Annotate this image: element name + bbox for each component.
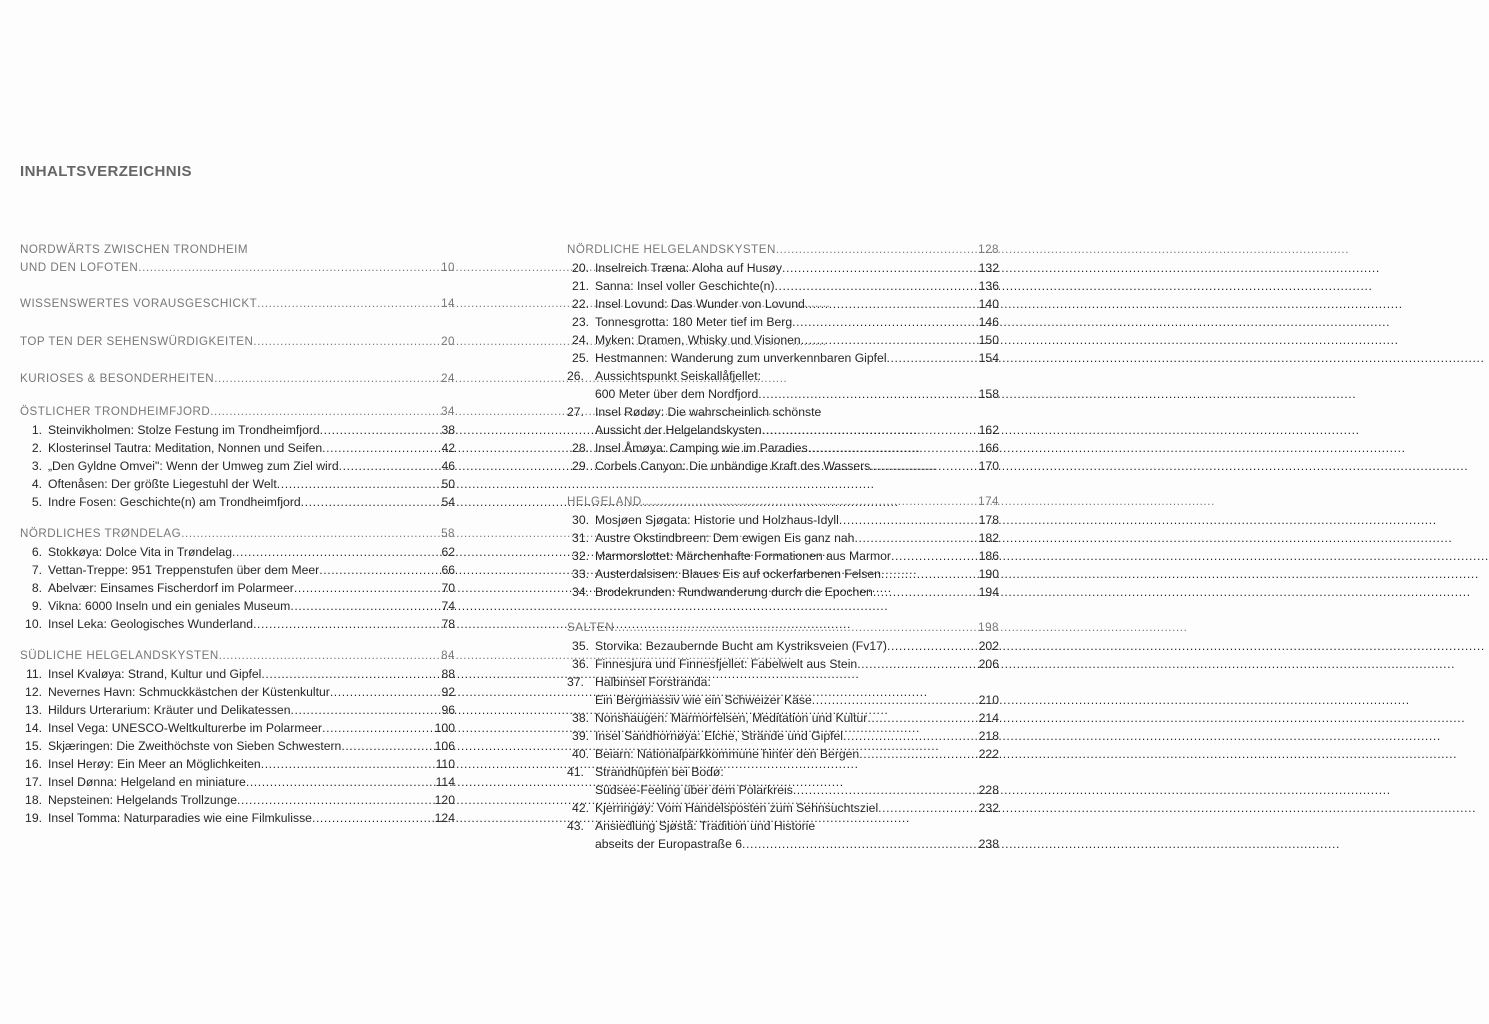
toc-entry[interactable]: 33. Austerdalsisen: Blaues Eis auf ockerfarbenen Felsen ..... 190 (567, 565, 999, 583)
toc-entry[interactable]: 9. Vikna: 6000 Inseln und ein geniales Museum ..... 74 (20, 597, 455, 615)
toc-entry[interactable]: 30. Mosjøen Sjøgata: Historie und Holzhaus-Idyll ..... 178 (567, 511, 999, 529)
page-number: 10 (441, 261, 455, 274)
toc-entry[interactable]: 28. Insel Åmøya: Camping wie im Paradies ..... 166 (567, 439, 999, 457)
toc-entry[interactable]: 5. Indre Fosen: Geschichte(n) am Trondheimfjord ..... 54 (20, 493, 455, 511)
toc-entry[interactable]: 24. Myken: Dramen, Whisky und Visionen ..... 150 (567, 331, 999, 349)
toc-section[interactable] (20, 295, 455, 313)
section-title: ÖSTLICHER TRONDHEIMFJORD (20, 405, 211, 418)
toc-section (567, 493, 999, 601)
section-heading[interactable] (567, 241, 999, 259)
section-title: TOP TEN DER SEHENSWÜRDIGKEITEN (20, 335, 254, 348)
toc-entry[interactable]: 26. Aussichtspunkt Seiskallåfjellet: 600 Meter über dem Nordfjord ..... 158 (567, 367, 999, 403)
toc-entry[interactable]: 11. Insel Kvaløya: Strand, Kultur und Gipfel ..... 88 (20, 665, 455, 683)
section-heading[interactable] (567, 619, 999, 637)
section-title: HELGELAND (567, 495, 642, 508)
toc-entry[interactable]: 42. Kjerringøy: Vom Handelsposten zum Sehnsuchtsziel ..... 232 (567, 799, 999, 817)
page-number: 24 (441, 372, 455, 385)
page-number: 14 (441, 297, 455, 310)
toc-entry[interactable]: 34. Brodekrunden: Rundwanderung durch die Epochen ..... 194 (567, 583, 999, 601)
toc-entry[interactable]: 3. „Den Gyldne Omvei": Wenn der Umweg zum Ziel wird ..... 46 (20, 457, 455, 475)
toc-entry[interactable]: 10. Insel Leka: Geologisches Wunderland ..... 78 (20, 615, 455, 633)
toc-entry[interactable]: 36. Finnesjura und Finnesfjellet: Fabelwelt aus Stein ..... 206 (567, 655, 999, 673)
page-number: 128 (978, 243, 999, 256)
section-title-cont: UND DEN LOFOTEN (20, 261, 139, 274)
toc-entry[interactable]: 25. Hestmannen: Wanderung zum unverkennbaren Gipfel ..... 154 (567, 349, 999, 367)
section-title: NÖRDLICHE HELGELANDSKYSTEN (567, 243, 776, 256)
toc-entry[interactable]: 6. Stokkøya: Dolce Vita in Trøndelag ..... 62 (20, 543, 455, 561)
toc-entry[interactable]: 18. Nepsteinen: Helgelands Trollzunge ..... 120 (20, 791, 455, 809)
toc-entry[interactable]: 22. Insel Lovund: Das Wunder von Lovund ..... 140 (567, 295, 999, 313)
toc-entry[interactable]: 31. Austre Okstindbreen: Dem ewigen Eis ganz nah ..... 182 (567, 529, 999, 547)
toc-section (567, 619, 999, 853)
toc-entry[interactable]: 38. Nonshaugen: Marmorfelsen, Meditation und Kultur ..... 214 (567, 709, 999, 727)
page-title: INHALTSVERZEICHNIS (20, 163, 192, 180)
toc-right-column (567, 241, 999, 853)
section-title: SALTEN (567, 621, 615, 634)
toc-section (567, 241, 999, 475)
toc-entry[interactable]: 41. Strandhüpfen bei Bodø: Südsee-Feeling über dem Polarkreis ..... 228 (567, 763, 999, 799)
section-title: SÜDLICHE HELGELANDSKYSTEN (20, 649, 219, 662)
page-number: 174 (978, 495, 999, 508)
toc-entry[interactable]: 32. Marmorslottet: Märchenhafte Formationen aus Marmor ..... 186 (567, 547, 999, 565)
toc-entry[interactable]: 43. Ansiedlung Sjøstå: Tradition und Historie abseits der Europastraße 6 ..... 238 (567, 817, 999, 853)
toc-entry[interactable]: 8. Abelvær: Einsames Fischerdorf im Polarmeer ..... 70 (20, 579, 455, 597)
toc-entry[interactable]: 1. Steinvikholmen: Stolze Festung im Trondheimfjord ..... 38 (20, 421, 455, 439)
toc-entry[interactable]: 2. Klosterinsel Tautra: Meditation, Nonnen und Seifen ..... 42 (20, 439, 455, 457)
toc-entry[interactable]: 12. Nevernes Havn: Schmuckkästchen der Küstenkultur ..... 92 (20, 683, 455, 701)
toc-entry[interactable]: 14. Insel Vega: UNESCO-Weltkulturerbe im Polarmeer ..... 100 (20, 719, 455, 737)
page-number: 20 (441, 335, 455, 348)
toc-entry[interactable]: 39. Insel Sandhornøya: Elche, Strände und Gipfel ..... 218 (567, 727, 999, 745)
section-heading[interactable] (567, 493, 999, 511)
page-number: 198 (978, 621, 999, 634)
section-heading[interactable] (20, 525, 455, 543)
toc-section[interactable] (20, 241, 455, 277)
toc-section (20, 403, 455, 511)
toc-entry[interactable]: 16. Insel Herøy: Ein Meer an Möglichkeiten ..... 110 (20, 755, 455, 773)
toc-entry[interactable]: 40. Beiarn: Nationalparkkommune hinter den Bergen ..... 222 (567, 745, 999, 763)
toc-entry[interactable]: 20. Inselreich Træna: Aloha auf Husøy ..... 132 (567, 259, 999, 277)
toc-entry[interactable]: 7. Vettan-Treppe: 951 Treppenstufen über dem Meer ..... 66 (20, 561, 455, 579)
toc-entry[interactable]: 27. Insel Rødøy: Die wahrscheinlich schönste Aussicht der Helgelandskysten ..... 162 (567, 403, 999, 439)
section-title: WISSENSWERTES VORAUSGESCHICKT (20, 297, 258, 310)
toc-section (20, 525, 455, 633)
toc-entry[interactable]: 13. Hildurs Urterarium: Kräuter und Delikatessen ..... 96 (20, 701, 455, 719)
toc-left-column (20, 241, 455, 827)
page-number: 58 (441, 527, 455, 540)
section-title: NORDWÄRTS ZWISCHEN TRONDHEIM (20, 243, 249, 256)
toc-entry[interactable]: 4. Oftenåsen: Der größte Liegestuhl der Welt ..... 50 (20, 475, 455, 493)
toc-entry[interactable]: 29. Corbels Canyon: Die unbändige Kraft des Wassers ..... 170 (567, 457, 999, 475)
section-heading[interactable] (20, 647, 455, 665)
page-number: 84 (441, 649, 455, 662)
page-number: 34 (441, 405, 455, 418)
section-title: NÖRDLICHES TRØNDELAG (20, 527, 182, 540)
toc-entry[interactable]: 23. Tonnesgrotta: 180 Meter tief im Berg ..... 146 (567, 313, 999, 331)
toc-entry[interactable]: 37. Halbinsel Forstranda: Ein Bergmassiv wie ein Schweizer Käse ..... 210 (567, 673, 999, 709)
toc-section[interactable] (20, 333, 455, 351)
toc-section[interactable] (20, 370, 455, 388)
toc-entry[interactable]: 19. Insel Tomma: Naturparadies wie eine Filmkulisse ..... 124 (20, 809, 455, 827)
toc-section (20, 647, 455, 827)
section-title: KURIOSES & BESONDERHEITEN (20, 372, 215, 385)
toc-entry[interactable]: 15. Skjæringen: Die Zweithöchste von Sieben Schwestern ..... 106 (20, 737, 455, 755)
toc-entry[interactable]: 21. Sanna: Insel voller Geschichte(n) ..... 136 (567, 277, 999, 295)
section-heading[interactable] (20, 403, 455, 421)
toc-entry[interactable]: 17. Insel Dønna: Helgeland en miniature ..... 114 (20, 773, 455, 791)
toc-entry[interactable]: 35. Storvika: Bezaubernde Bucht am Kystriksveien (Fv17) ..... 202 (567, 637, 999, 655)
